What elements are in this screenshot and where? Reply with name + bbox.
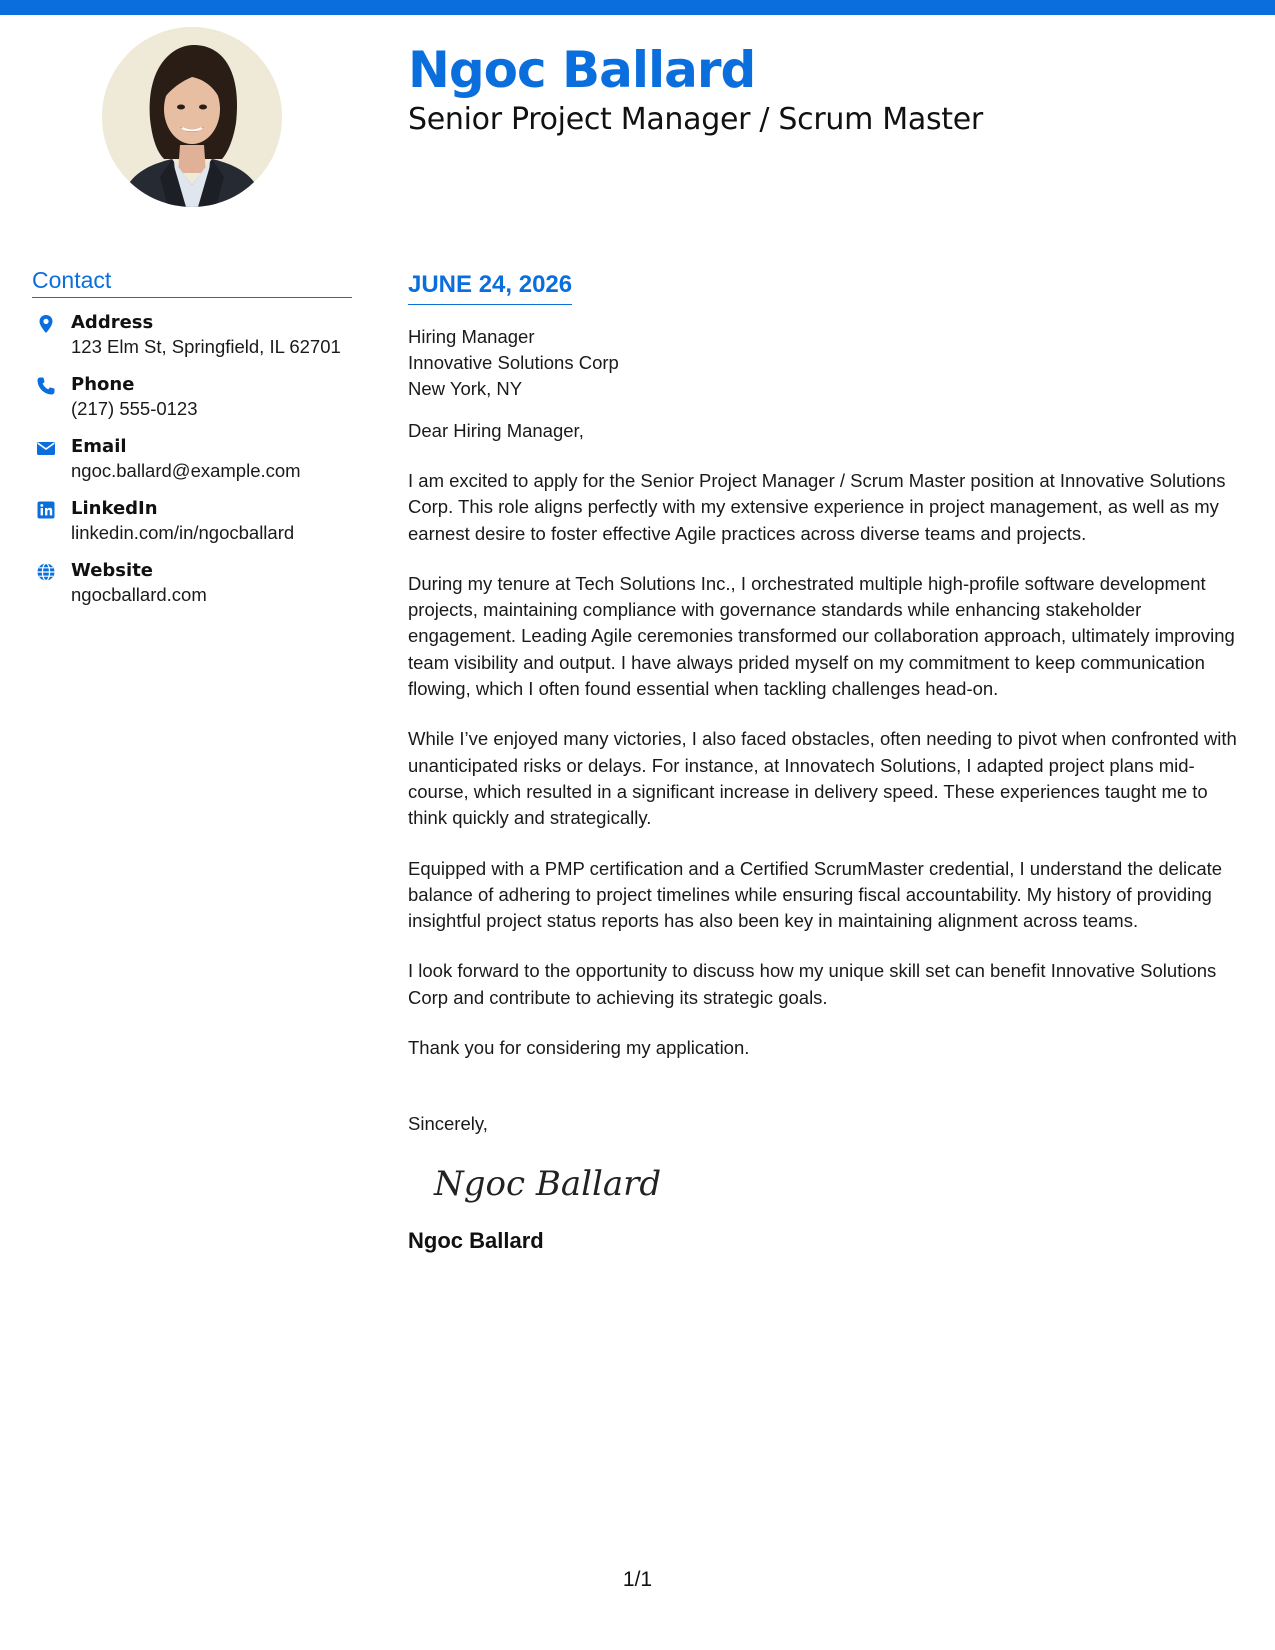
signature-text: Ngoc Ballard <box>434 1164 662 1205</box>
contact-item-website <box>32 559 352 607</box>
letter-paragraph: Thank you for considering my application. <box>408 1037 750 1059</box>
letter-paragraph: I look forward to the opportunity to discuss how my unique skill set can benefit Innovative Solutions Corp and contribute to achieving its strategic goals. <box>408 960 1217 1008</box>
letter-paragraph: I am excited to apply for the Senior Project Manager / Scrum Master position at Innovative Solutions Corp. This role aligns perfectly with my extensive experience in project management, as well as my earnest desire to foster effective Agile practices across diverse teams and projects. <box>408 470 1226 544</box>
linkedin-label: LinkedIn <box>71 498 158 519</box>
profile-photo <box>102 27 282 207</box>
salutation: Dear Hiring Manager, <box>408 420 584 441</box>
address-label: Address <box>71 312 154 333</box>
letter-date: JUNE 24, 2026 <box>408 268 572 305</box>
recipient-line: Hiring Manager <box>408 326 535 347</box>
recipient-line: Innovative Solutions Corp <box>408 352 619 373</box>
address-value: 123 Elm St, Springfield, IL 62701 <box>71 336 341 357</box>
signer-name: Ngoc Ballard <box>408 1228 544 1254</box>
closing: Sincerely, <box>408 1113 488 1135</box>
contact-heading: Contact <box>32 265 352 298</box>
map-pin-icon <box>36 314 56 334</box>
recipient-line: New York, NY <box>408 378 523 399</box>
phone-value: (217) 555-0123 <box>71 398 198 419</box>
contact-item-email <box>32 435 352 483</box>
top-accent-bar <box>0 0 1275 15</box>
website-value: ngocballard.com <box>71 584 207 605</box>
phone-icon <box>36 376 56 396</box>
envelope-icon <box>36 438 56 458</box>
contact-item-address <box>32 311 352 359</box>
contact-item-phone <box>32 373 352 421</box>
job-title: Senior Project Manager / Scrum Master <box>408 102 983 137</box>
recipient-block <box>408 324 1248 402</box>
cover-letter <box>408 268 1248 1256</box>
handwritten-signature <box>430 1153 670 1213</box>
linkedin-icon <box>36 500 56 520</box>
page-number: 1/1 <box>622 1568 653 1591</box>
letter-paragraph: During my tenure at Tech Solutions Inc., I orchestrated multiple high-profile software development projects, maintaining compliance with governance standards while enhancing stakeholder engagement. Leading Agile ceremonies transformed our collaboration approach, ultimately improving team visibility and output. I have always prided myself on my commitment to keep communication flowing, which I often found essential when tackling challenges head-on. <box>408 572 1235 700</box>
website-label: Website <box>71 560 154 581</box>
email-label: Email <box>71 436 127 457</box>
contact-item-linkedin <box>32 497 352 545</box>
contact-sidebar <box>32 265 352 607</box>
email-value: ngoc.ballard@example.com <box>71 460 301 481</box>
globe-icon <box>36 562 56 582</box>
letter-paragraph: Equipped with a PMP certification and a Certified ScrumMaster credential, I understand the delicate balance of adhering to project timelines while ensuring fiscal accountability. My history of providing insightful project status reports has also been key in maintaining alignment across teams. <box>408 857 1223 932</box>
linkedin-value: linkedin.com/in/ngocballard <box>71 522 295 543</box>
letter-paragraph: While I’ve enjoyed many victories, I also faced obstacles, often needing to pivot when confronted with unanticipated risks or delays. For instance, at Innovatech Solutions, I adapted project plans mid-course, which resulted in a significant increase in delivery speed. These experiences taught me to think quickly and strategically. <box>408 728 1237 829</box>
phone-label: Phone <box>71 374 135 395</box>
candidate-name: Ngoc Ballard <box>408 41 756 99</box>
